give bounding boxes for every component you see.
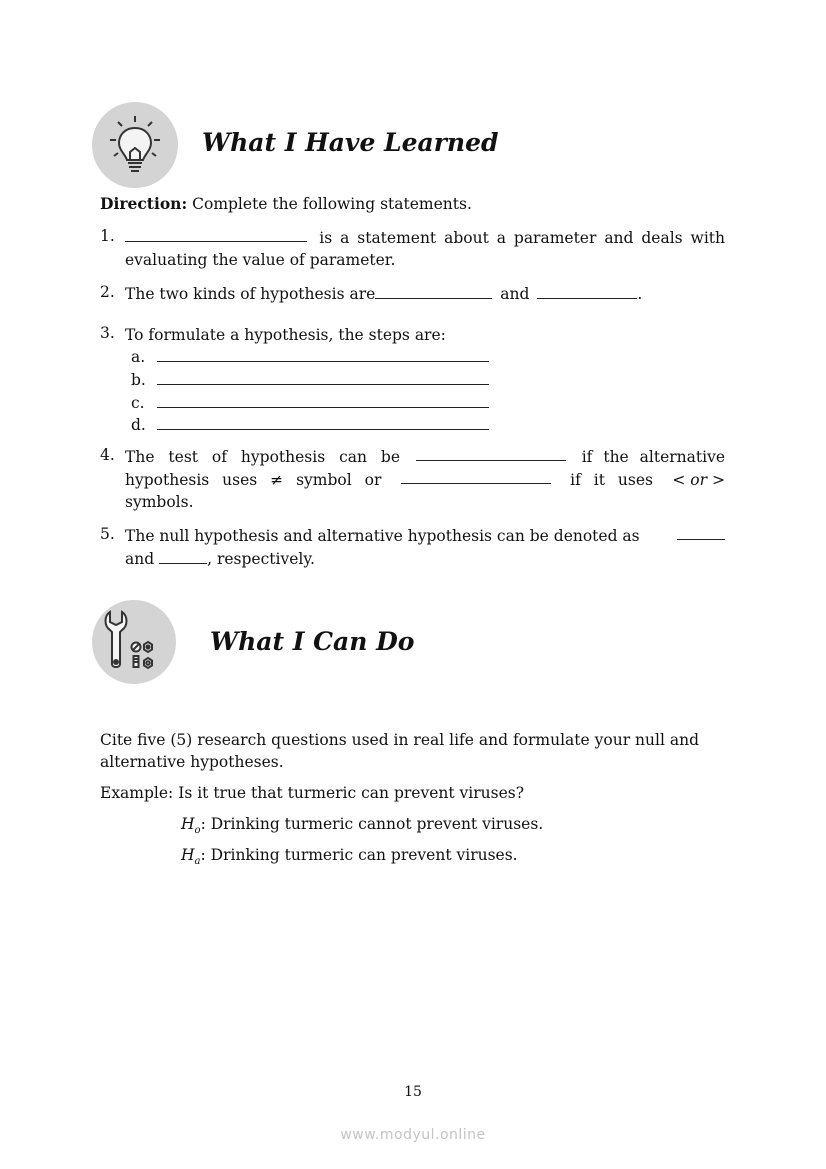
item-1-number: 1.: [100, 227, 115, 245]
ha-symbol: H: [181, 846, 195, 864]
wrench-icon: [92, 600, 176, 684]
step-d: [131, 414, 489, 436]
step-a: [131, 346, 489, 368]
blank-5b[interactable]: [159, 549, 207, 564]
item-4-text-b: if the alternative: [581, 448, 725, 466]
h0-text: : Drinking turmeric cannot prevent viruses.: [200, 815, 544, 833]
item-1-text-a: is a statement about a parameter and deals with: [319, 229, 725, 247]
item-1-text-b: evaluating the value of parameter.: [125, 251, 396, 269]
item-5-line-b: [125, 548, 315, 570]
item-2-period: .: [637, 285, 643, 303]
h0-symbol: H: [181, 815, 195, 833]
lightbulb-icon-badge: [92, 102, 178, 188]
blank-2b[interactable]: [537, 284, 637, 299]
step-b-label: b.: [131, 371, 146, 389]
item-5-line-a: [125, 525, 725, 547]
step-c: [131, 392, 489, 414]
blank-4b[interactable]: [401, 469, 551, 484]
lightbulb-icon: [92, 102, 178, 188]
item-4-text-c: hypothesis uses ≠ symbol or: [125, 471, 382, 489]
item-4-text-e: symbols.: [125, 493, 194, 511]
item-4-number: 4.: [100, 446, 115, 464]
null-hypothesis: [181, 813, 543, 842]
tools-icon-badge: [92, 600, 176, 684]
item-5-end: , respectively.: [207, 550, 315, 568]
section-title-what-i-can-do: What I Can Do: [210, 627, 415, 656]
direction: [100, 193, 472, 215]
item-4-text-a: The test of hypothesis can be: [125, 448, 401, 466]
step-b: [131, 369, 489, 391]
item-5-number: 5.: [100, 525, 115, 543]
step-c-label: c.: [131, 394, 145, 412]
item-4-line-b: [125, 469, 725, 491]
blank-4a[interactable]: [416, 446, 566, 461]
item-4-line-a: [125, 446, 725, 468]
item-2-text-a: The two kinds of hypothesis are: [125, 285, 376, 303]
blank-2a[interactable]: [375, 284, 492, 299]
gt-symbol: >: [711, 471, 725, 489]
example-question: Example: Is it true that turmeric can prevent viruses?: [100, 784, 525, 802]
item-5-text-a: The null hypothesis and alternative hypothesis can be denoted as: [125, 527, 640, 545]
item-1-line-a: [125, 227, 725, 249]
section-title-what-i-have-learned: What I Have Learned: [202, 128, 499, 157]
direction-text: Complete the following statements.: [192, 195, 472, 213]
h0-sub: o: [194, 825, 201, 837]
step-a-label: a.: [131, 348, 146, 366]
alternative-hypothesis: [181, 844, 518, 873]
blank-step-a[interactable]: [157, 347, 489, 362]
blank-step-b[interactable]: [157, 370, 489, 385]
ha-sub: a: [194, 856, 201, 868]
item-4-symbols: [672, 469, 725, 491]
item-4-text-d: if it uses: [570, 471, 653, 489]
watermark: www.modyul.online: [340, 1127, 486, 1143]
item-3-text: To formulate a hypothesis, the steps are:: [125, 326, 446, 344]
blank-5a[interactable]: [677, 525, 725, 540]
item-5-and: and: [125, 550, 155, 568]
blank-1[interactable]: [125, 227, 307, 242]
can-do-para-b: alternative hypotheses.: [100, 753, 284, 771]
direction-label: Direction:: [100, 194, 188, 213]
blank-step-c[interactable]: [157, 393, 489, 408]
step-d-label: d.: [131, 416, 146, 434]
item-2-line: [125, 283, 642, 305]
item-2-and: and: [500, 285, 530, 303]
lt-symbol: <: [672, 471, 686, 489]
page-number: 15: [404, 1084, 422, 1100]
or-symbol: or: [690, 471, 708, 489]
ha-text: : Drinking turmeric can prevent viruses.: [200, 846, 518, 864]
can-do-para-a: Cite five (5) research questions used in real life and formulate your null and: [100, 731, 699, 749]
blank-step-d[interactable]: [157, 415, 489, 430]
item-3-number: 3.: [100, 324, 115, 342]
item-2-number: 2.: [100, 283, 115, 301]
